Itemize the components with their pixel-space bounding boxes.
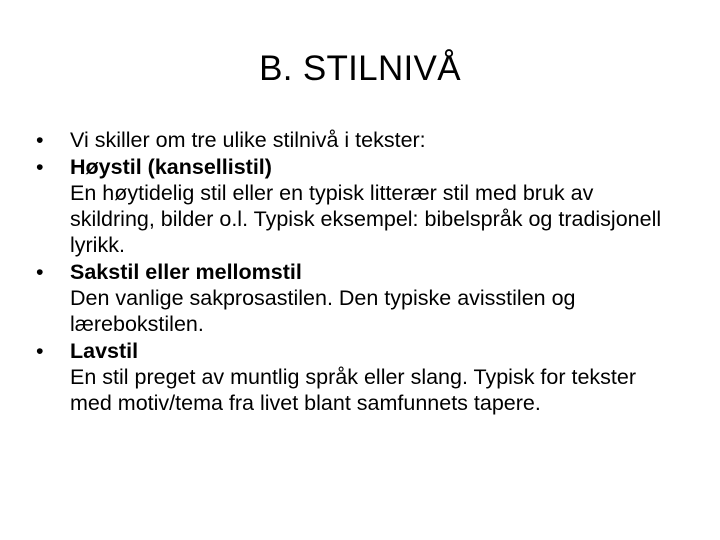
- bullet-item-sakstil: [36, 259, 676, 337]
- bullet-list: [36, 127, 676, 417]
- bullet-item-lavstil: [36, 338, 676, 416]
- bullet-heading: Lavstil: [70, 339, 139, 363]
- bullet-dot-icon: •: [36, 128, 44, 152]
- bullet-item-intro: [36, 127, 676, 153]
- bullet-dot-icon: •: [36, 260, 44, 284]
- slide-title: B. STILNIVÅ: [259, 49, 461, 88]
- bullet-heading: Høystil (kansellistil): [70, 155, 272, 179]
- bullet-text: En høytidelig stil eller en typisk litterær stil med bruk av skildring, bilder o.l. Typisk eksempel: bibelspråk og tradisjonell lyrikk.: [70, 181, 662, 257]
- bullet-item-hoystil: [36, 154, 676, 258]
- bullet-heading: Sakstil eller mellomstil: [70, 260, 302, 284]
- bullet-text: Den vanlige sakprosastilen. Den typiske avisstilen og lærebokstilen.: [70, 286, 576, 336]
- bullet-dot-icon: •: [36, 339, 44, 363]
- bullet-text: En stil preget av muntlig språk eller slang. Typisk for tekster med motiv/tema fra livet blant samfunnets tapere.: [70, 365, 637, 415]
- bullet-dot-icon: •: [36, 155, 44, 179]
- bullet-text: Vi skiller om tre ulike stilnivå i tekster:: [70, 128, 426, 152]
